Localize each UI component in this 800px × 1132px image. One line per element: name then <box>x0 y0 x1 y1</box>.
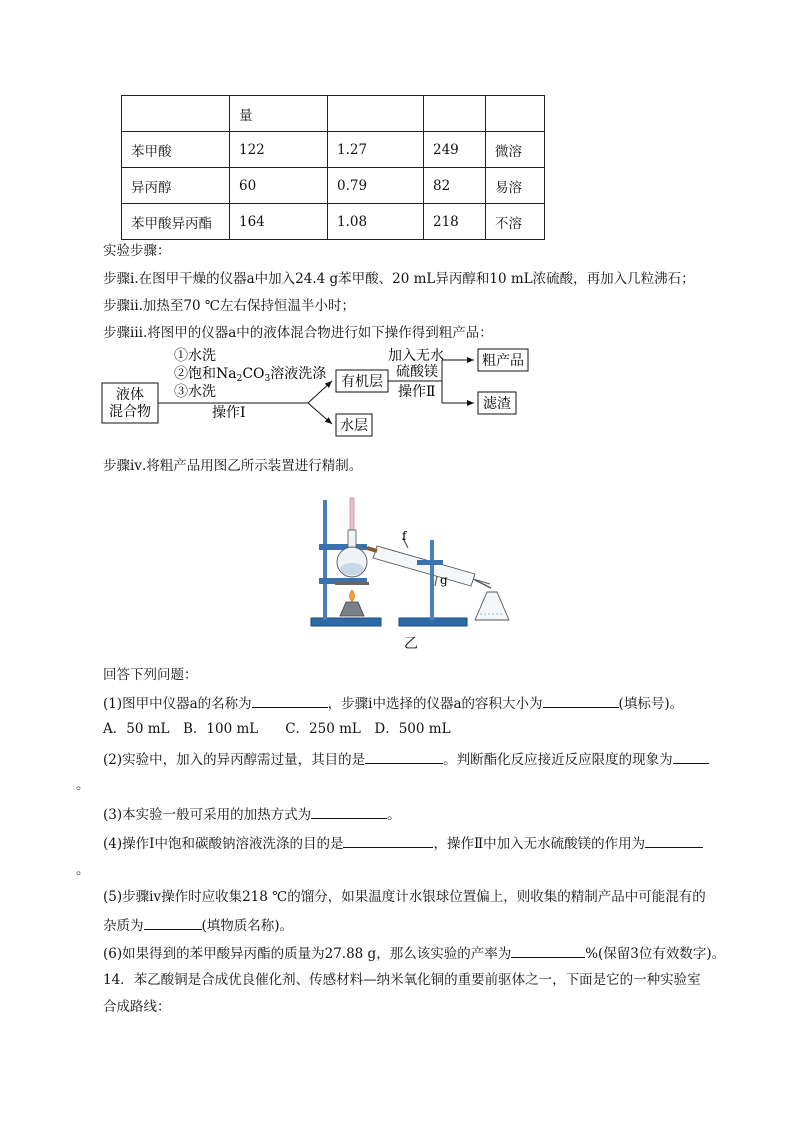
answer-blank[interactable] <box>645 833 703 848</box>
op2-reagent-1: 加入无水 <box>388 348 444 364</box>
question-2: (2)实验中，加入的异丙醇需过量，其目的是 。判断酯化反应接近反应限度的现象为 <box>103 749 709 769</box>
distillation-apparatus <box>305 490 525 650</box>
table-cell: 0.79 <box>328 168 424 204</box>
question-1-options: A．50 mL B．100 mL C．250 mL D．500 mL <box>103 721 451 737</box>
aqueous-layer-label: 水层 <box>340 418 368 434</box>
label-f: f <box>402 529 407 543</box>
separation-flowchart <box>96 346 536 438</box>
question-14-cont: 合成路线： <box>103 999 171 1015</box>
question-5-cont: 杂质为 (填物质名称)。 <box>103 915 293 935</box>
table-cell: 异丙醇 <box>122 168 230 204</box>
table-cell: 易溶 <box>486 168 545 204</box>
mixture-label-1: 液体 <box>116 387 144 403</box>
table-row <box>122 96 545 132</box>
table-cell: 164 <box>230 204 328 240</box>
question-14: 14．苯乙酸铜是合成优良催化剂、传感材料—纳米氧化铜的重要前驱体之一，下面是它的一种实验室 <box>103 972 701 988</box>
answer-blank[interactable] <box>311 804 387 819</box>
organic-layer-label: 有机层 <box>341 374 383 390</box>
residue-label: 滤渣 <box>483 396 511 412</box>
table-cell: 量 <box>230 96 328 132</box>
mixture-label-2: 混合物 <box>109 404 151 420</box>
operation-1-label: 操作Ⅰ <box>212 405 246 421</box>
table-cell <box>424 96 486 132</box>
condenser <box>373 546 475 586</box>
table-cell: 不溶 <box>486 204 545 240</box>
table-row <box>122 132 545 168</box>
apparatus-caption: 乙 <box>404 636 418 652</box>
table-cell: 1.08 <box>328 204 424 240</box>
answer-blank[interactable] <box>673 749 709 764</box>
question-1: (1)图甲中仪器a的名称为 ，步骤ⅰ中选择的仪器a的容积大小为 (填标号)。 <box>103 693 683 713</box>
operation-2-label: 操作Ⅱ <box>398 384 436 400</box>
table-cell: 微溶 <box>486 132 545 168</box>
table-cell: 苯甲酸异丙酯 <box>122 204 230 240</box>
wash-step-3: ③水洗 <box>174 384 216 400</box>
property-table <box>121 95 545 240</box>
condenser-clamp <box>417 560 443 565</box>
crude-product-label: 粗产品 <box>482 353 524 369</box>
step-3: 步骤ⅲ.将图甲的仪器a中的液体混合物进行如下操作得到粗产品： <box>103 325 493 341</box>
question-5: (5)步骤ⅳ操作时应收集218 ℃的馏分，如果温度计水银球位置偏上，则收集的精制产品中可能混有的 <box>103 889 706 905</box>
table-cell: 249 <box>424 132 486 168</box>
question-4-end: 。 <box>76 862 90 878</box>
table-cell <box>328 96 424 132</box>
alcohol-lamp <box>340 602 364 616</box>
table-cell: 218 <box>424 204 486 240</box>
left-stand-base <box>311 618 381 626</box>
table-cell: 苯甲酸 <box>122 132 230 168</box>
wash-step-2: ②饱和$Na_2CO_3$溶液洗涤 <box>174 366 327 384</box>
table-row <box>122 168 545 204</box>
step-2: 步骤ⅱ.加热至70 ℃左右保持恒温半小时； <box>103 298 355 314</box>
flame-icon <box>350 590 355 602</box>
question-3: (3)本实验一般可采用的加热方式为 。 <box>103 804 401 824</box>
receiving-flask <box>475 592 509 620</box>
answer-blank[interactable] <box>252 693 328 708</box>
answer-blank[interactable] <box>543 693 619 708</box>
question-2-end: 。 <box>76 777 90 793</box>
table-cell: 82 <box>424 168 486 204</box>
answer-blank[interactable] <box>144 915 202 930</box>
wash-step-1: ①水洗 <box>174 348 216 364</box>
steps-title: 实验步骤： <box>103 243 171 259</box>
answer-blank[interactable] <box>365 749 443 764</box>
questions-intro: 回答下列问题： <box>103 667 198 683</box>
table-row <box>122 204 545 240</box>
op2-reagent-2: 硫酸镁 <box>396 364 438 380</box>
step-1: 步骤ⅰ.在图甲干燥的仪器a中加入24.4 g苯甲酸、20 mL异丙醇和10 mL浓硫酸，再加入几粒沸石； <box>103 271 695 287</box>
answer-blank[interactable] <box>511 943 585 958</box>
answer-blank[interactable] <box>343 833 433 848</box>
step-4: 步骤ⅳ.将粗产品用图乙所示装置进行精制。 <box>103 458 363 474</box>
table-cell: 122 <box>230 132 328 168</box>
question-6: (6)如果得到的苯甲酸异丙酯的质量为27.88 g，那么该实验的产率为 %(保留3位有效数字)。 <box>103 943 725 963</box>
label-g: g <box>440 573 448 587</box>
question-4: (4)操作Ⅰ中饱和碳酸钠溶液洗涤的目的是 ，操作Ⅱ中加入无水硫酸镁的作用为 <box>103 833 703 853</box>
table-cell <box>486 96 545 132</box>
right-stand-rod <box>430 540 434 620</box>
table-cell <box>122 96 230 132</box>
table-cell: 60 <box>230 168 328 204</box>
table-cell: 1.27 <box>328 132 424 168</box>
left-stand-rod <box>323 500 327 620</box>
